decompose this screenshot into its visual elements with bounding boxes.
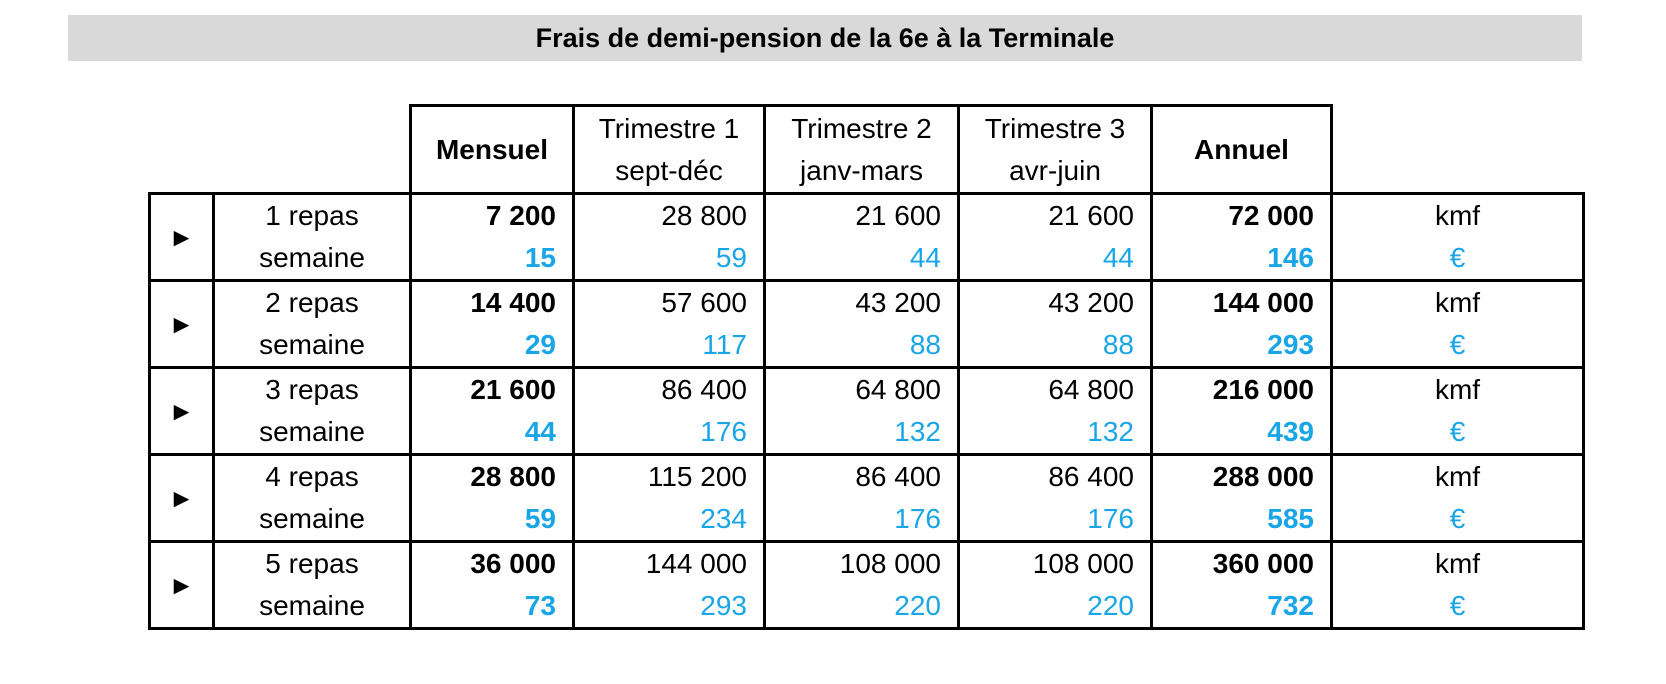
table-row — [150, 542, 1584, 586]
cell-trimester-2-eur: 132 — [765, 411, 959, 455]
cell-trimester-2-eur: 44 — [765, 237, 959, 281]
cell-trimester-1-kmf: 144 000 — [574, 542, 765, 586]
cell-annual-eur: 585 — [1152, 498, 1332, 542]
fees-table — [148, 104, 1585, 630]
cell-annual-kmf: 144 000 — [1152, 281, 1332, 325]
cell-trimester-1-eur: 234 — [574, 498, 765, 542]
cell-trimester-2-kmf: 86 400 — [765, 455, 959, 499]
unit-kmf: kmf — [1332, 194, 1584, 238]
cell-annual-eur: 732 — [1152, 585, 1332, 629]
col-header-annual: Annuel — [1152, 106, 1332, 194]
cell-trimester-2-eur: 88 — [765, 324, 959, 368]
row-label-week: semaine — [214, 411, 411, 455]
row-arrow-icon: ► — [150, 455, 214, 542]
table-row — [150, 237, 1584, 281]
cell-trimester-3-eur: 176 — [959, 498, 1152, 542]
cell-trimester-2-eur: 176 — [765, 498, 959, 542]
cell-monthly-eur: 15 — [411, 237, 574, 281]
row-label-week: semaine — [214, 324, 411, 368]
row-label-meals: 4 repas — [214, 455, 411, 499]
row-label-week: semaine — [214, 585, 411, 629]
cell-trimester-3-kmf: 108 000 — [959, 542, 1152, 586]
col-header-trimester-1: Trimestre 1 sept-déc — [574, 106, 765, 194]
cell-trimester-2-kmf: 108 000 — [765, 542, 959, 586]
cell-trimester-1-eur: 293 — [574, 585, 765, 629]
table-row — [150, 411, 1584, 455]
unit-euro: € — [1332, 324, 1584, 368]
empty-corner — [150, 106, 214, 194]
unit-euro: € — [1332, 585, 1584, 629]
table-row — [150, 324, 1584, 368]
row-label-meals: 1 repas — [214, 194, 411, 238]
row-arrow-icon: ► — [150, 194, 214, 281]
cell-trimester-1-eur: 59 — [574, 237, 765, 281]
empty-corner — [214, 106, 411, 194]
cell-monthly-kmf: 7 200 — [411, 194, 574, 238]
cell-trimester-2-eur: 220 — [765, 585, 959, 629]
row-label-meals: 5 repas — [214, 542, 411, 586]
cell-annual-eur: 293 — [1152, 324, 1332, 368]
cell-trimester-1-kmf: 86 400 — [574, 368, 765, 412]
cell-monthly-eur: 59 — [411, 498, 574, 542]
row-label-meals: 3 repas — [214, 368, 411, 412]
cell-trimester-3-eur: 44 — [959, 237, 1152, 281]
cell-trimester-1-kmf: 57 600 — [574, 281, 765, 325]
unit-kmf: kmf — [1332, 368, 1584, 412]
table-row — [150, 455, 1584, 499]
cell-annual-kmf: 360 000 — [1152, 542, 1332, 586]
cell-trimester-3-kmf: 64 800 — [959, 368, 1152, 412]
cell-annual-eur: 146 — [1152, 237, 1332, 281]
unit-euro: € — [1332, 411, 1584, 455]
cell-monthly-kmf: 14 400 — [411, 281, 574, 325]
cell-annual-kmf: 216 000 — [1152, 368, 1332, 412]
cell-trimester-3-eur: 132 — [959, 411, 1152, 455]
cell-trimester-1-eur: 117 — [574, 324, 765, 368]
cell-trimester-3-eur: 220 — [959, 585, 1152, 629]
row-arrow-icon: ► — [150, 281, 214, 368]
cell-trimester-1-kmf: 28 800 — [574, 194, 765, 238]
table-row — [150, 498, 1584, 542]
row-arrow-icon: ► — [150, 368, 214, 455]
cell-trimester-3-eur: 88 — [959, 324, 1152, 368]
table-row — [150, 194, 1584, 238]
row-label-week: semaine — [214, 498, 411, 542]
cell-trimester-3-kmf: 21 600 — [959, 194, 1152, 238]
cell-monthly-eur: 73 — [411, 585, 574, 629]
table-row — [150, 585, 1584, 629]
cell-annual-kmf: 288 000 — [1152, 455, 1332, 499]
cell-trimester-3-kmf: 43 200 — [959, 281, 1152, 325]
cell-trimester-3-kmf: 86 400 — [959, 455, 1152, 499]
unit-kmf: kmf — [1332, 542, 1584, 586]
cell-monthly-kmf: 28 800 — [411, 455, 574, 499]
empty-corner — [1332, 106, 1584, 194]
header-row — [150, 106, 1584, 194]
cell-trimester-1-kmf: 115 200 — [574, 455, 765, 499]
cell-trimester-2-kmf: 43 200 — [765, 281, 959, 325]
cell-annual-eur: 439 — [1152, 411, 1332, 455]
unit-euro: € — [1332, 498, 1584, 542]
table-row — [150, 281, 1584, 325]
cell-trimester-1-eur: 176 — [574, 411, 765, 455]
unit-kmf: kmf — [1332, 455, 1584, 499]
cell-trimester-2-kmf: 21 600 — [765, 194, 959, 238]
unit-kmf: kmf — [1332, 281, 1584, 325]
col-header-trimester-2: Trimestre 2 janv-mars — [765, 106, 959, 194]
cell-monthly-eur: 29 — [411, 324, 574, 368]
cell-monthly-eur: 44 — [411, 411, 574, 455]
unit-euro: € — [1332, 237, 1584, 281]
col-header-trimester-3: Trimestre 3 avr-juin — [959, 106, 1152, 194]
cell-trimester-2-kmf: 64 800 — [765, 368, 959, 412]
cell-monthly-kmf: 36 000 — [411, 542, 574, 586]
cell-monthly-kmf: 21 600 — [411, 368, 574, 412]
table-row — [150, 368, 1584, 412]
row-arrow-icon: ► — [150, 542, 214, 629]
page-title: Frais de demi-pension de la 6e à la Terminale — [68, 15, 1582, 61]
row-label-meals: 2 repas — [214, 281, 411, 325]
col-header-monthly: Mensuel — [411, 106, 574, 194]
cell-annual-kmf: 72 000 — [1152, 194, 1332, 238]
row-label-week: semaine — [214, 237, 411, 281]
